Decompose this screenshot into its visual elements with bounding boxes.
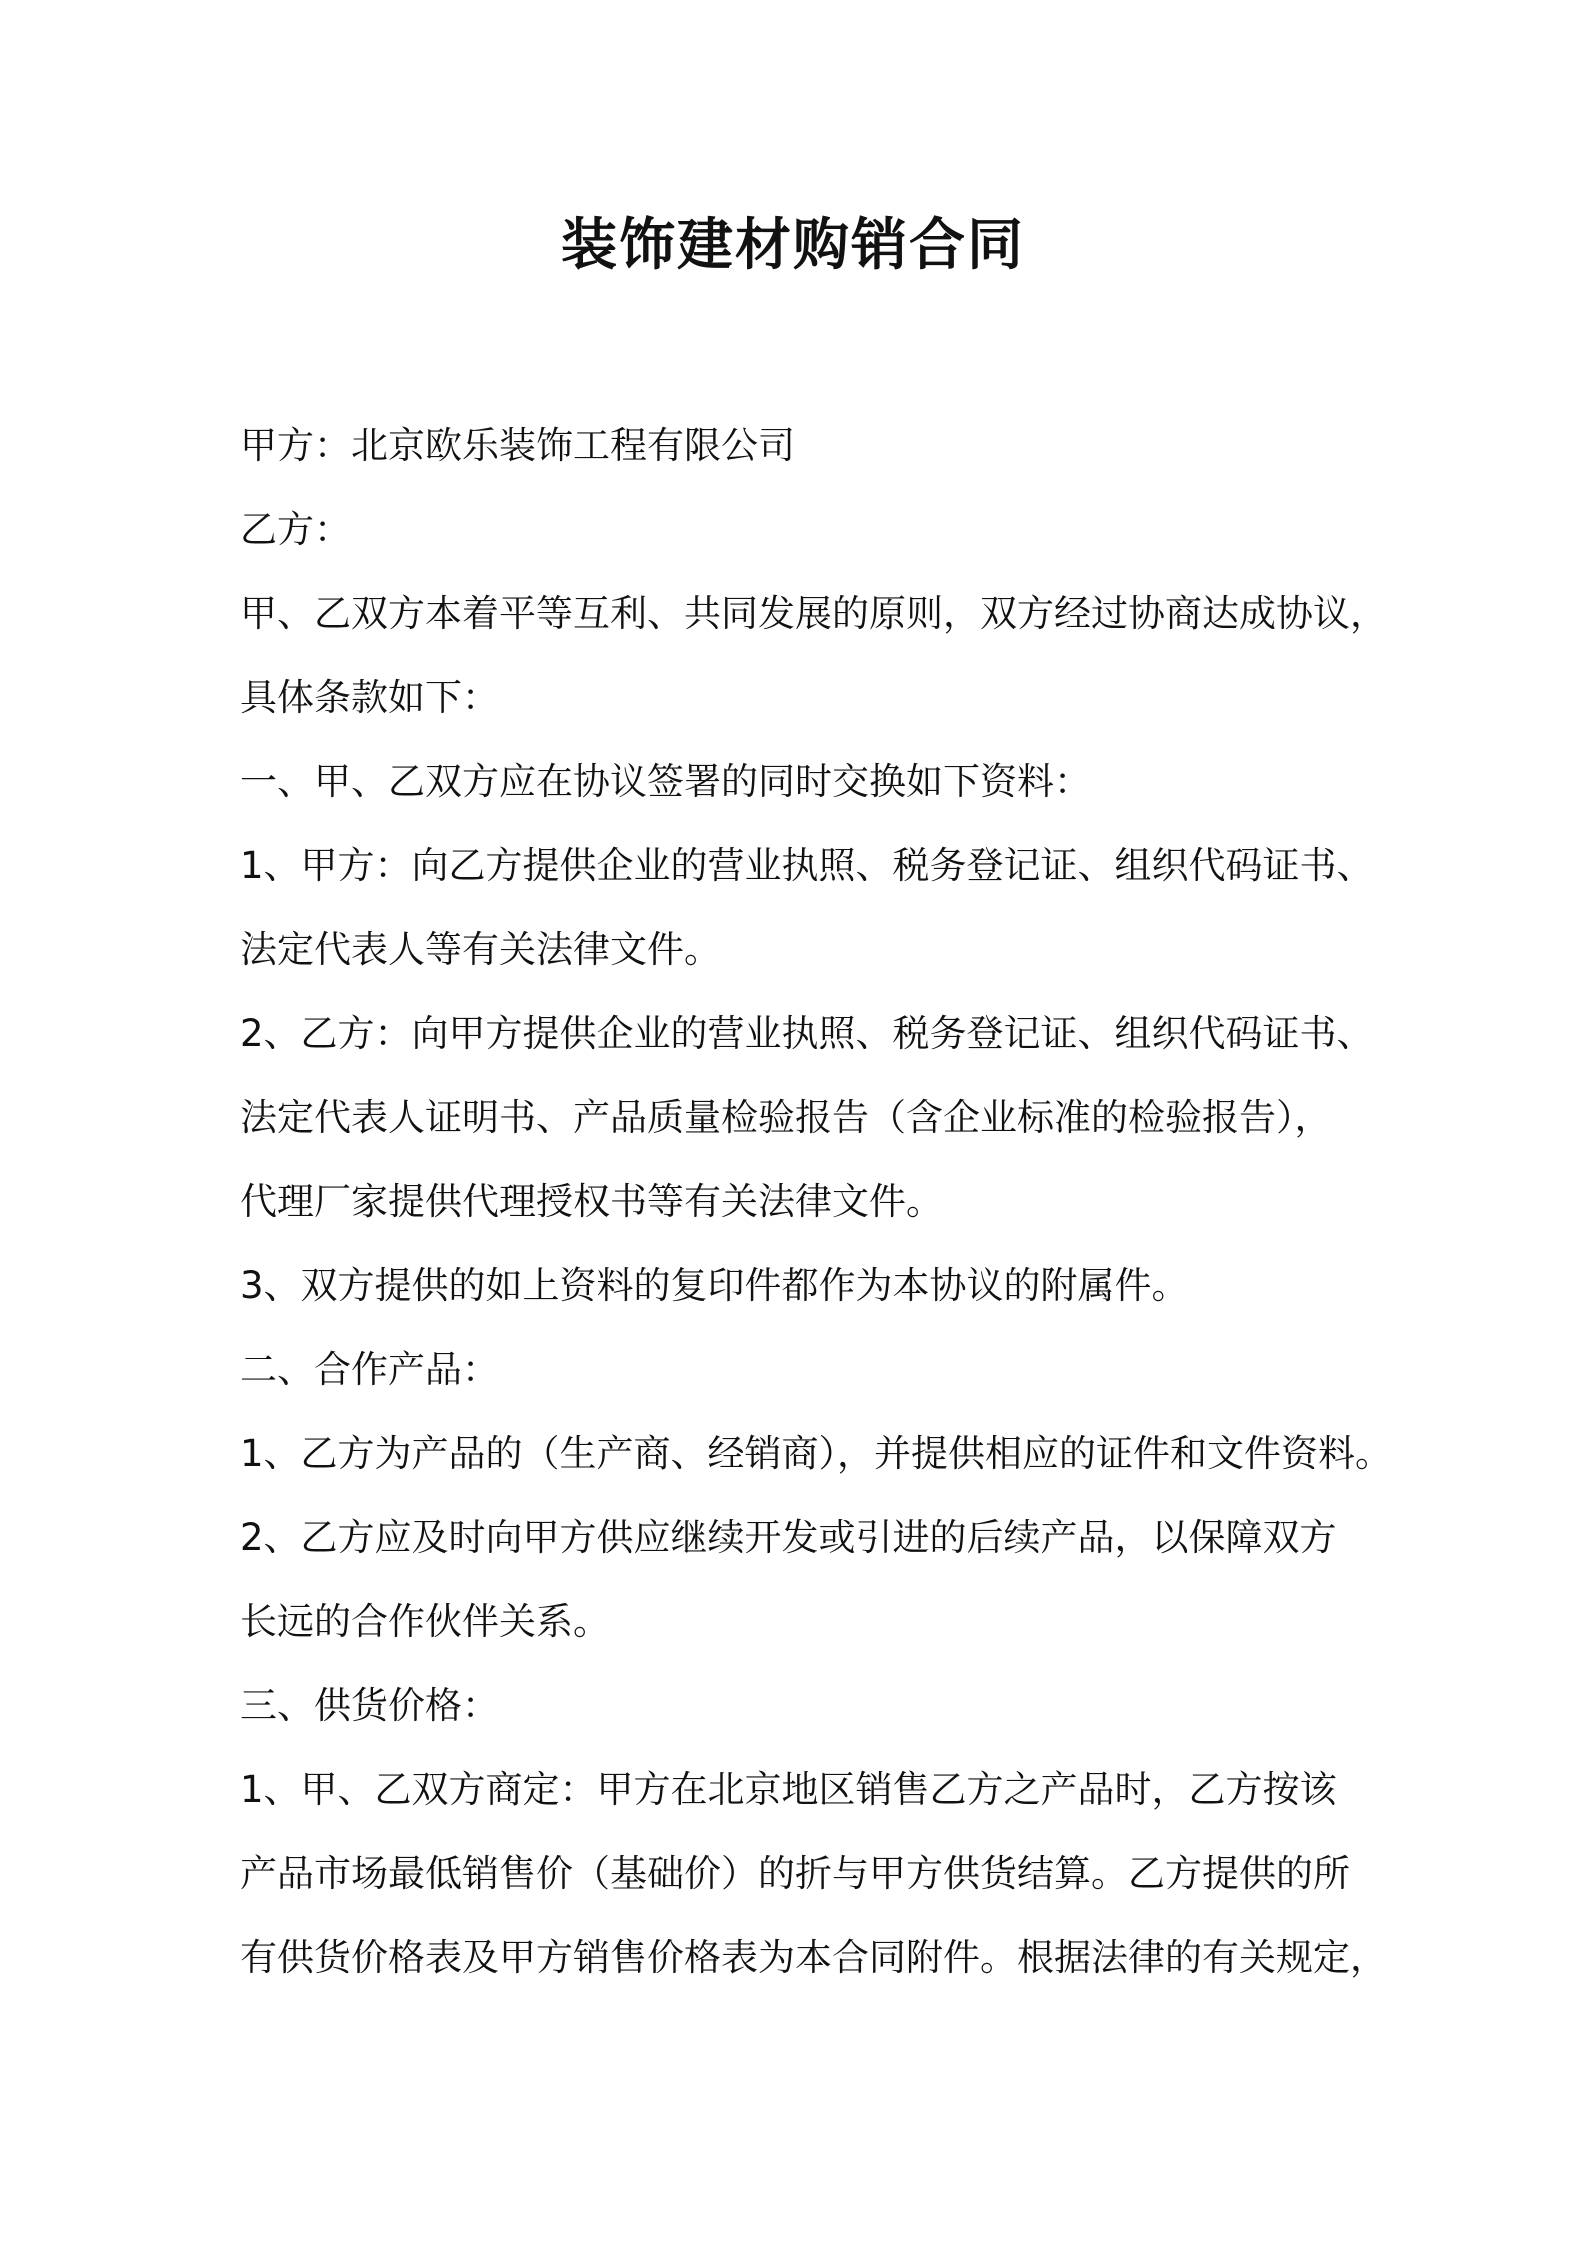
section-heading: 二、合作产品： <box>240 1348 499 1391</box>
clause-line: 1、乙方为产品的（生产商、经销商），并提供相应的证件和文件资料。 <box>240 1432 1393 1475</box>
contract-body <box>240 404 1393 2000</box>
clause-line: 法定代表人等有关法律文件。 <box>240 928 721 971</box>
clause-line: 代理厂家提供代理授权书等有关法律文件。 <box>240 1180 943 1223</box>
clause-line: 法定代表人证明书、产品质量检验报告（含企业标准的检验报告）， <box>240 1096 1332 1139</box>
clause-line: 1、甲、乙双方商定：甲方在北京地区销售乙方之产品时，乙方按该 <box>240 1768 1337 1811</box>
clause-line: 3、双方提供的如上资料的复印件都作为本协议的附属件。 <box>240 1264 1189 1307</box>
clause-line: 产品市场最低销售价（基础价）的折与甲方供货结算。乙方提供的所 <box>240 1852 1350 1895</box>
party-b-line: 乙方： <box>240 508 351 551</box>
clause-line: 1、甲方：向乙方提供企业的营业执照、税务登记证、组织代码证书、 <box>240 844 1374 887</box>
section-heading: 一、甲、乙双方应在协议签署的同时交换如下资料： <box>240 760 1091 803</box>
clause-line: 2、乙方：向甲方提供企业的营业执照、税务登记证、组织代码证书、 <box>240 1012 1374 1055</box>
clause-line: 长远的合作伙伴关系。 <box>240 1600 610 1643</box>
clause-line: 有供货价格表及甲方销售价格表为本合同附件。根据法律的有关规定， <box>240 1936 1387 1979</box>
preamble-line: 甲、乙双方本着平等互利、共同发展的原则，双方经过协商达成协议， <box>240 592 1387 635</box>
party-a-line: 甲方：北京欧乐装饰工程有限公司 <box>240 424 795 467</box>
preamble-line: 具体条款如下： <box>240 676 499 719</box>
clause-line: 2、乙方应及时向甲方供应继续开发或引进的后续产品，以保障双方 <box>240 1516 1337 1559</box>
contract-title: 装饰建材购销合同 <box>561 213 1025 278</box>
section-heading: 三、供货价格： <box>240 1684 499 1727</box>
